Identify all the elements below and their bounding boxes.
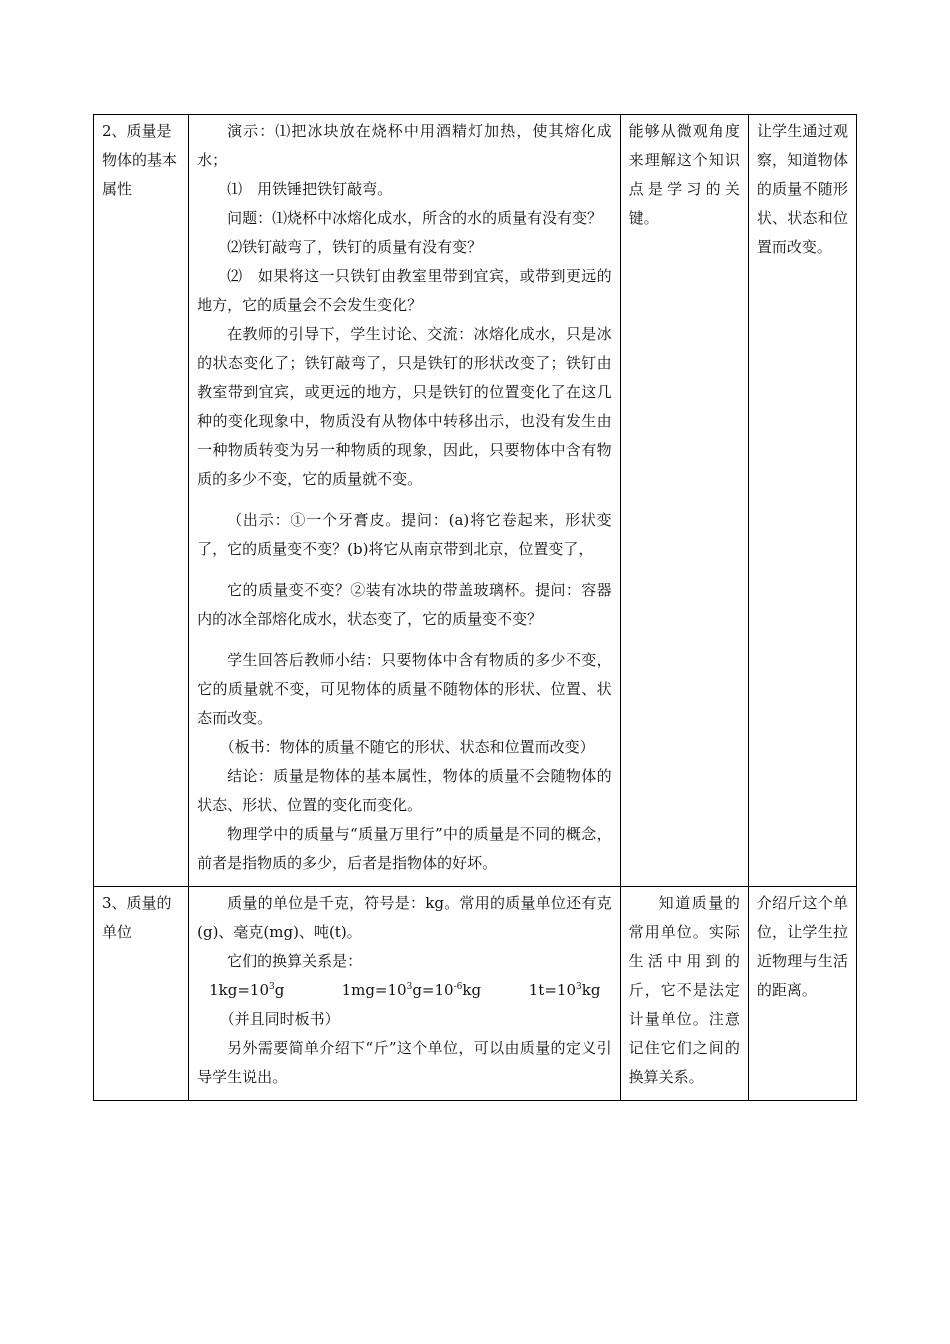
paragraph: 它们的换算关系是：: [227, 952, 363, 970]
conversion-t-kg: $1t=10^3kg$: [528, 981, 601, 999]
conversion-kg-g: $1kg=10^3g$: [209, 981, 285, 999]
goal-cell: [620, 887, 748, 1101]
paragraph: （出示：①一个牙膏皮。提问：(a)将它卷起来，形状变了，它的质量变不变？(b)将它从南京带到北京，位置变了，: [197, 511, 612, 558]
table-row: [94, 115, 857, 887]
table-row: [94, 887, 857, 1101]
paragraph: 结论：质量是物体的基本属性，物体的质量不会随物体的状态、形状、位置的变化而变化。: [197, 767, 612, 814]
content-cell: [189, 887, 621, 1101]
paragraph: 物理学中的质量与“质量万里行”中的质量是不同的概念，前者是指物质的多少，后者是指物体的好坏。: [197, 825, 612, 872]
paragraph: 另外需要简单介绍下“斤”这个单位，可以由质量的定义引导学生说出。: [197, 1039, 612, 1086]
content-cell: [189, 115, 621, 887]
paragraph: 它的质量变不变？②装有冰块的带盖玻璃杯。提问：容器内的冰全部熔化成水，状态变了，它的质量变不变？: [197, 581, 612, 628]
paragraph: （并且同时板书）: [219, 1010, 340, 1028]
purpose-cell: 让学生通过观察，知道物体的质量不随形状、状态和位置而改变。: [748, 115, 856, 887]
paragraph: 问题：⑴烧杯中冰熔化成水，所含的水的质量有没有变？: [227, 209, 603, 227]
purpose-cell: 介绍斤这个单位，让学生拉近物理与生活的距离。: [748, 887, 856, 1101]
unit-conversions: [197, 976, 612, 1005]
paragraph: 演示：⑴把冰块放在烧杯中用酒精灯加热，使其熔化成水；: [197, 122, 612, 169]
goal-cell: 能够从微观角度来理解这个知识点是学习的关键。: [620, 115, 748, 887]
paragraph: 在教师的引导下，学生讨论、交流：冰熔化成水，只是冰的状态变化了；铁钉敲弯了，只是铁钉的形状改变了；铁钉由教室带到宜宾，或更远的地方，只是铁钉的位置变化了在这几种的变化现象中，物质没有从物体中转移出示，也没有发生由一种物质转变为另一种物质的现象，因此，只要物体中含有物质的多少不变，它的质量就不变。: [197, 325, 612, 488]
topic-cell: 2、质量是物体的基本属性: [94, 115, 189, 887]
paragraph: 知道质量的常用单位。实际生活中用到的斤，它不是法定计量单位。注意记住它们之间的换算关系。: [628, 894, 740, 1086]
paragraph: ⑵ 如果将这一只铁钉由教室里带到宜宾，或带到更远的地方，它的质量会不会发生变化？: [197, 267, 612, 314]
paragraph: 学生回答后教师小结：只要物体中含有物质的多少不变，它的质量就不变，可见物体的质量不随物体的形状、位置、状态而改变。: [197, 651, 612, 727]
lesson-plan-table: [93, 114, 857, 1101]
topic-cell: 3、质量的单位: [94, 887, 189, 1101]
paragraph: 质量的单位是千克，符号是：kg。常用的质量单位还有克(g)、毫克(mg)、吨(t)。: [197, 894, 612, 941]
conversion-mg-g: $1mg=10^3g=10^{-6}kg$: [341, 981, 482, 999]
paragraph: ⑵铁钉敲弯了，铁钉的质量有没有变？: [227, 238, 483, 256]
paragraph: ⑴ 用铁锤把铁钉敲弯。: [227, 180, 393, 198]
paragraph: （板书：物体的质量不随它的形状、状态和位置而改变）: [219, 738, 595, 756]
